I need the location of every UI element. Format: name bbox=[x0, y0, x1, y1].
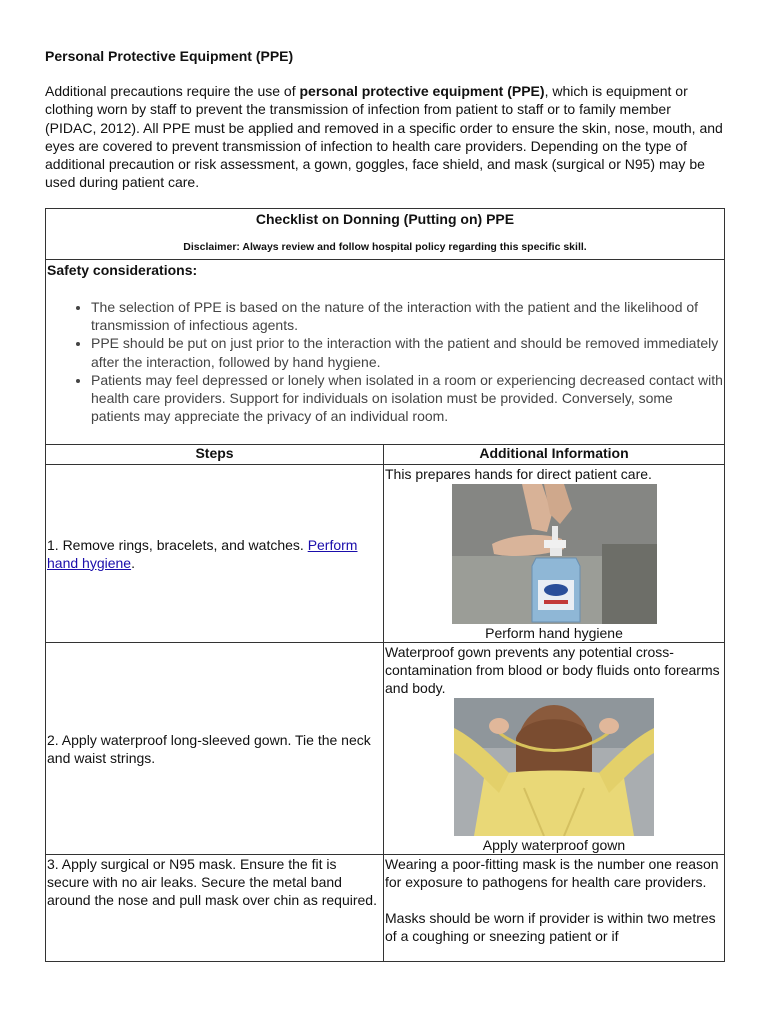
document-title: Personal Protective Equipment (PPE) bbox=[45, 48, 294, 64]
info-text: This prepares hands for direct patient care. bbox=[385, 466, 652, 482]
intro-bold-ppe: personal protective equipment (PPE) bbox=[299, 83, 545, 99]
gown-illustration bbox=[454, 698, 654, 836]
column-header-steps: Steps bbox=[46, 445, 384, 465]
checklist-disclaimer: Disclaimer: Always review and follow hospital policy regarding this specific skill. bbox=[183, 241, 587, 253]
step-text: 3. Apply surgical or N95 mask. Ensure the fit is secure with no air leaks. Secure the metal band around the nose and pull mask over chin as required. bbox=[47, 856, 377, 908]
info-cell bbox=[384, 465, 725, 643]
safety-considerations bbox=[46, 260, 725, 445]
intro-text-1: Additional precautions require the use of bbox=[45, 83, 300, 99]
info-text: Wearing a poor-fitting mask is the number one reason for exposure to pathogens for health care providers. bbox=[385, 856, 719, 890]
hand-sanitizer-illustration bbox=[452, 484, 657, 624]
info-text: Waterproof gown prevents any potential cross-contamination from blood or body fluids onto forearms and body. bbox=[385, 644, 720, 696]
checklist-title: Checklist on Donning (Putting on) PPE bbox=[255, 211, 515, 227]
image-caption: Perform hand hygiene bbox=[485, 625, 623, 641]
step-cell bbox=[46, 855, 384, 962]
gown-image bbox=[454, 698, 654, 836]
intro-text-2: , which is equipment or clothing worn by staff to prevent the transmission of infection from patient to staff or to family member (PIDAC, 2012). All PPE must be applied and removed in a specific order to ensure the skin, nose, mouth, and eyes are covered to prevent transmission of infection to health care providers. Depending on the type of additional precaution or risk assessment, a gown, goggles, face shield, and mask (surgical or N95) may be used during patient care. bbox=[45, 83, 723, 191]
safety-item: • Patients may feel depressed or lonely when isolated in a room or experiencing decreased contact with health care providers. Support for individuals on isolation must be provided. Conversely, some patients may appreciate the privacy of an individual room. bbox=[91, 371, 723, 426]
column-header-info: Additional Information bbox=[384, 445, 725, 465]
checklist-header bbox=[46, 209, 725, 260]
table-row bbox=[46, 643, 725, 855]
hand-hygiene-link[interactable]: Perform hand hygiene bbox=[47, 536, 358, 571]
step-cell bbox=[46, 643, 384, 855]
safety-item: • PPE should be put on just prior to the interaction with the patient and should be removed immediately after the interaction, followed by hand hygiene. bbox=[91, 334, 723, 370]
step-text-end: . bbox=[131, 554, 135, 571]
table-row bbox=[46, 855, 725, 962]
safety-list bbox=[47, 298, 723, 425]
intro-paragraph bbox=[45, 82, 725, 192]
step-text: 1. Remove rings, bracelets, and watches. bbox=[47, 536, 308, 553]
checklist-table bbox=[45, 208, 725, 962]
safety-item: • The selection of PPE is based on the nature of the interaction with the patient and the likelihood of transmission of infectious agents. bbox=[91, 298, 723, 334]
info-cell bbox=[384, 643, 725, 855]
hand-hygiene-image bbox=[452, 484, 657, 624]
image-caption: Apply waterproof gown bbox=[482, 837, 626, 853]
step-text: 2. Apply waterproof long-sleeved gown. Tie the neck and waist strings. bbox=[47, 731, 371, 766]
step-cell bbox=[46, 465, 384, 643]
table-row bbox=[46, 465, 725, 643]
safety-title: Safety considerations: bbox=[47, 262, 198, 278]
info-text-2: Masks should be worn if provider is within two metres of a coughing or sneezing patient or if bbox=[385, 910, 716, 944]
info-cell bbox=[384, 855, 725, 962]
